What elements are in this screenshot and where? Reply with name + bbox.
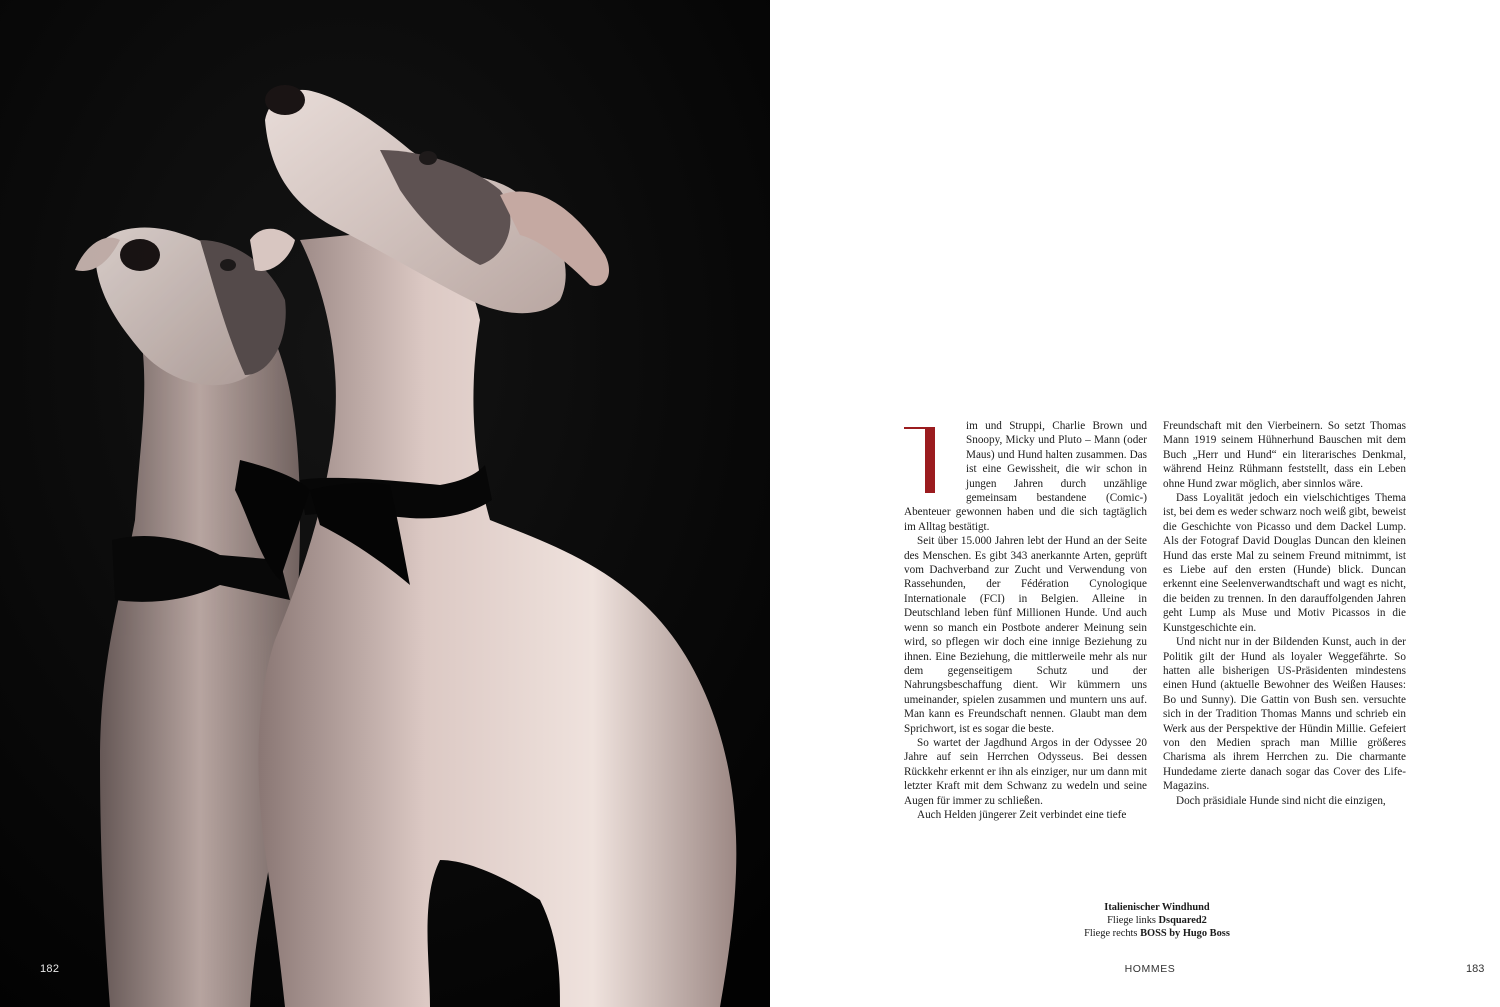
caption-brand: Dsquared2 xyxy=(1158,915,1207,926)
paragraph: Doch präsidiale Hunde sind nicht die einzigen, xyxy=(1176,794,1386,807)
caption-brand: BOSS by Hugo Boss xyxy=(1140,928,1230,939)
paragraph: Freundschaft mit den Vierbeinern. So setzt Thomas Mann 1919 seinem Hühnerhund Bauschen mit dem Buch „Herr und Hund“ ein literarisches Denkmal, während Heinz Rühmann feststellt, dass ein Leben ohne Hund zwar möglich, aber sinnlos wäre. xyxy=(1163,420,1406,490)
caption-line xyxy=(1000,914,1314,927)
magazine-name: HOMMES xyxy=(1124,963,1176,975)
caption-line xyxy=(1000,927,1314,940)
article-column-2 xyxy=(1163,419,1406,822)
paragraph: So wartet der Jagdhund Argos in der Odyssee 20 Jahre auf sein Herrchen Odysseus. Bei dessen Rückkehr erkennt er ihn als einziger, nur um dann mit letzter Kraft mit dem Schwanz zu wedeln und seine Augen für immer zu schließen. xyxy=(904,736,1147,807)
caption-label: Fliege rechts xyxy=(1084,928,1141,939)
caption-subject: Italienischer Windhund xyxy=(1104,902,1210,913)
drop-cap-letter xyxy=(904,421,905,435)
paragraph: Dass Loyalität jedoch ein vielschichtiges Thema ist, bei dem es weder schwarz noch weiß gibt, beweist die Geschichte von Picasso und dem Dackel Lump. Als der Fotograf David Douglas Duncan den kleinen Hund das erste Mal zu seinem Freund mitnimmt, ist es Liebe auf den ersten (Hunde) blick. Duncan erkennt eine Seelenverwandtschaft und wagt es nicht, die beiden zu trennen. In den darauffolgenden Jahren geht Lump als Muse und Motiv Picassos in die Kunstgeschichte ein. xyxy=(1163,492,1406,634)
paragraph-text: im und Struppi, Charlie Brown und Snoopy, Micky und Pluto – Mann (oder Maus) und Hund halten zusammen. Das ist eine Gewissheit, die wir schon in jungen Jahren durch unzählige gemeinsam bestandene (Comic-) Abenteuer gewonnen haben und die sich tagtäglich im Alltag bestätigt. xyxy=(904,420,1147,533)
paragraph xyxy=(904,419,1147,534)
article-body xyxy=(904,419,1406,822)
page-number-left: 182 xyxy=(40,963,60,975)
paragraph: Und nicht nur in der Bildenden Kunst, auch in der Politik gilt der Hund als loyaler Weggefährte. So hatten alle bisherigen US-Präsidenten mindestens einen Hund (aktuelle Bewohner des Weißen Hauses: Bo und Sunny). Die Gattin von Bush sen. versuchte sich in der Tradition Thomas Manns und schrieb ein Werk aus der Perspektive der Hündin Millie. Gefeiert von den Medien sprach man Millie größeres Charisma als ihrem Herrchen zu. Die charmante Hundedame zierte danach sogar das Cover des Life-Magazins. xyxy=(1163,636,1406,793)
paragraph: Seit über 15.000 Jahren lebt der Hund an der Seite des Menschen. Es gibt 343 anerkannte Arten, geprüft vom Dachverband zur Zucht und Verwendung von Rassehunden, der Fédération Cynologique Internationale (FCI) in Belgien. Alleine in Deutschland leben fünf Millionen Hunde. Und auch wenn so manch ein Postbote anderer Meinung sein wird, so pflegen wir doch eine innige Beziehung zu ihnen. Eine Beziehung, die mittlerweile mehr als nur dem gegenseitigem Schutz und der Nahrungsbeschaffung dient. Wir kümmern uns umeinander, spielen zusammen und muntern uns auf. Man kann es Freundschaft nennen. Glaubt man dem Sprichwort, ist es sogar die beste. xyxy=(904,535,1147,735)
caption-line xyxy=(1000,901,1314,914)
caption-label: Fliege links xyxy=(1107,915,1159,926)
page-number-right: 183 xyxy=(1466,963,1485,975)
drop-cap-stem xyxy=(925,427,935,493)
photo-caption xyxy=(1000,901,1314,940)
drop-cap xyxy=(904,421,962,495)
paragraph: Auch Helden jüngerer Zeit verbindet eine tiefe xyxy=(917,808,1127,821)
article-column-1 xyxy=(904,419,1147,822)
